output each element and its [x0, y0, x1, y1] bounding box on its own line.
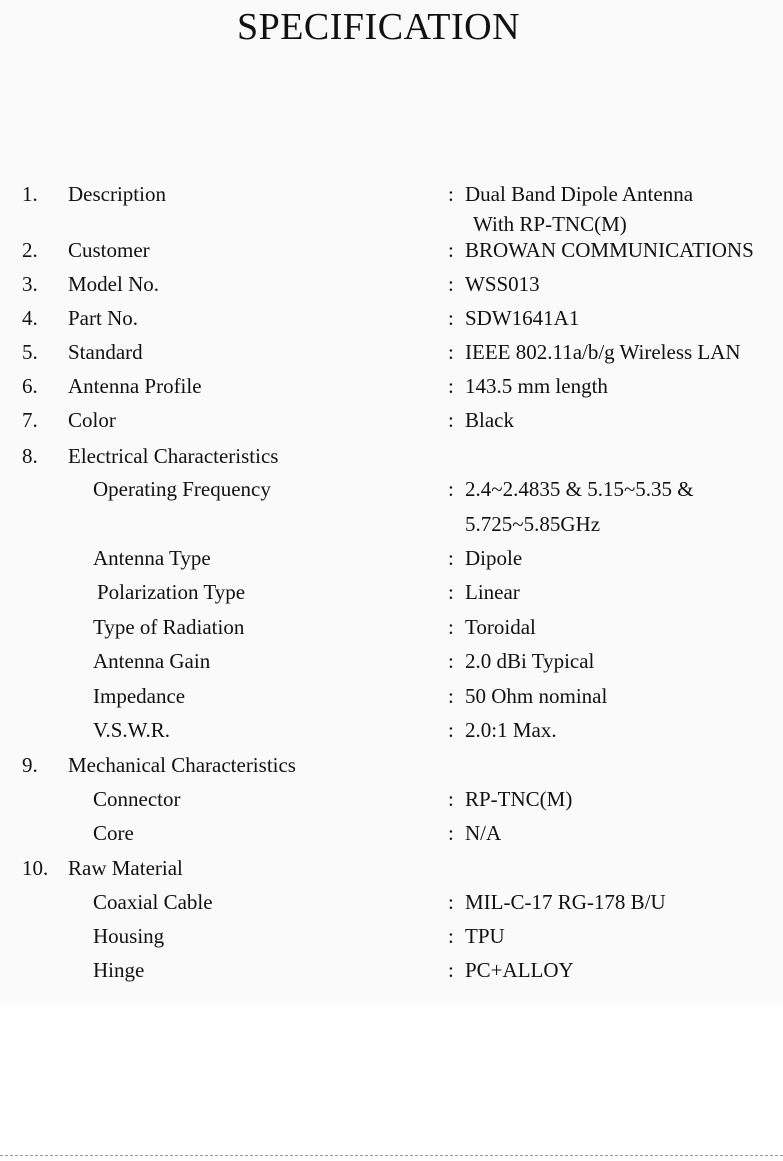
- spec-label: Coaxial Cable: [93, 890, 213, 914]
- spec-label: Model No.: [68, 272, 159, 296]
- spec-label: Customer: [68, 238, 150, 262]
- colon-separator: :: [448, 477, 454, 501]
- spec-value: Dipole: [465, 546, 523, 570]
- spec-value: TPU: [465, 924, 505, 948]
- spec-value: Black: [465, 408, 514, 432]
- colon-separator: :: [448, 238, 454, 262]
- spec-value-continued: 5.725~5.85GHz: [465, 512, 601, 536]
- colon-separator: :: [448, 890, 454, 914]
- item-number: 4.: [22, 306, 38, 330]
- spec-label: V.S.W.R.: [93, 718, 171, 742]
- colon-separator: :: [448, 182, 454, 206]
- page-divider: [0, 1155, 783, 1156]
- colon-separator: :: [448, 787, 454, 811]
- spec-value: Dual Band Dipole Antenna: [465, 182, 694, 206]
- colon-separator: :: [448, 924, 454, 948]
- spec-value: 2.0:1 Max.: [465, 718, 557, 742]
- spec-value: MIL-C-17 RG-178 B/U: [465, 890, 666, 914]
- spec-label: Core: [93, 821, 134, 845]
- spec-value: 143.5 mm length: [465, 374, 608, 398]
- spec-label: Antenna Gain: [93, 649, 211, 673]
- item-number: 6.: [22, 374, 38, 398]
- page-title: SPECIFICATION: [236, 6, 521, 48]
- colon-separator: :: [448, 272, 454, 296]
- spec-value: PC+ALLOY: [465, 958, 574, 982]
- colon-separator: :: [448, 958, 454, 982]
- spec-value: Linear: [465, 580, 520, 604]
- spec-label: Polarization Type: [97, 580, 246, 604]
- spec-label: Impedance: [93, 684, 186, 708]
- colon-separator: :: [448, 718, 454, 742]
- spec-label: Antenna Profile: [68, 374, 202, 398]
- colon-separator: :: [448, 580, 454, 604]
- colon-separator: :: [448, 306, 454, 330]
- colon-separator: :: [448, 408, 454, 432]
- spec-value: IEEE 802.11a/b/g Wireless LAN: [465, 340, 741, 364]
- colon-separator: :: [448, 615, 454, 639]
- spec-value: SDW1641A1: [465, 306, 580, 330]
- colon-separator: :: [448, 546, 454, 570]
- item-number: 3.: [22, 272, 38, 296]
- colon-separator: :: [448, 649, 454, 673]
- spec-value: BROWAN COMMUNICATIONS: [465, 238, 754, 262]
- item-number: 1.: [22, 182, 38, 206]
- colon-separator: :: [448, 374, 454, 398]
- spec-label: Type of Radiation: [93, 615, 245, 639]
- item-number: 2.: [22, 238, 38, 262]
- colon-separator: :: [448, 340, 454, 364]
- colon-separator: :: [448, 821, 454, 845]
- item-number: 8.: [22, 444, 38, 468]
- spec-value: 2.4~2.4835 & 5.15~5.35 &: [465, 477, 694, 501]
- spec-label: Raw Material: [68, 856, 183, 880]
- spec-label: Connector: [93, 787, 181, 811]
- colon-separator: :: [448, 684, 454, 708]
- spec-value: 50 Ohm nominal: [465, 684, 608, 708]
- spec-label: Electrical Characteristics: [68, 444, 279, 468]
- spec-label: Standard: [68, 340, 143, 364]
- spec-value: RP-TNC(M): [465, 787, 573, 811]
- spec-value: N/A: [465, 821, 502, 845]
- spec-label: Antenna Type: [93, 546, 211, 570]
- item-number: 7.: [22, 408, 38, 432]
- spec-label: Operating Frequency: [93, 477, 271, 501]
- spec-value: WSS013: [465, 272, 540, 296]
- item-number: 9.: [22, 753, 38, 777]
- spec-value: Toroidal: [465, 615, 536, 639]
- spec-label: Mechanical Characteristics: [68, 753, 296, 777]
- spec-value: 2.0 dBi Typical: [465, 649, 595, 673]
- item-number: 5.: [22, 340, 38, 364]
- item-number: 10.: [22, 856, 49, 880]
- spec-label: Description: [68, 182, 166, 206]
- spec-value-continued: With RP-TNC(M): [473, 212, 627, 236]
- spec-label: Part No.: [68, 306, 138, 330]
- spec-label: Color: [68, 408, 116, 432]
- spec-label: Hinge: [93, 958, 145, 982]
- spec-label: Housing: [93, 924, 165, 948]
